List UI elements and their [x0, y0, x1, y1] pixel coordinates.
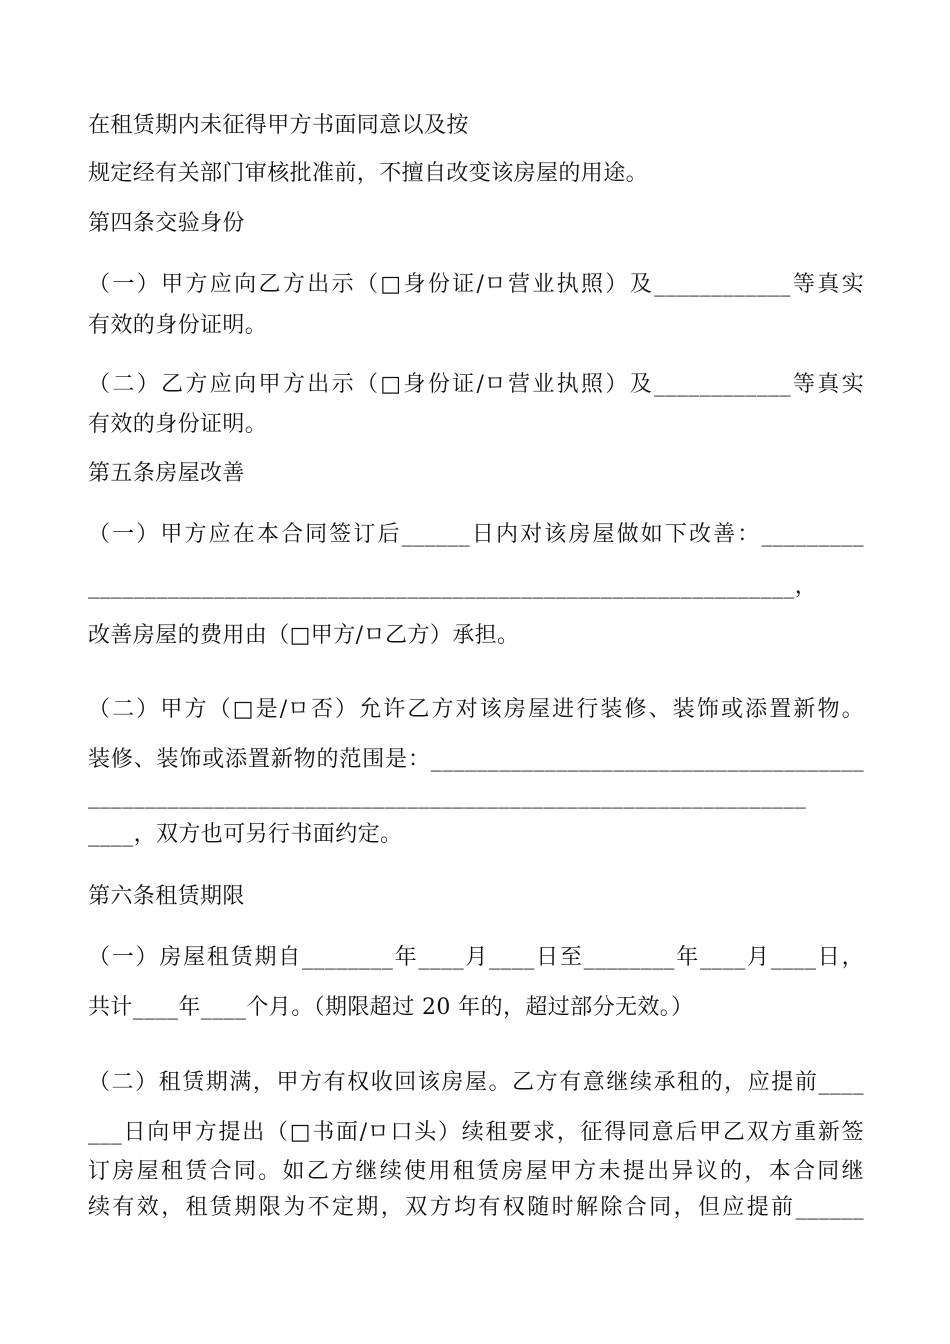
text-line-4: （一）甲方应向乙方出示（□身份证/ㅁ营业执照）及____________等真实 [88, 272, 864, 297]
text-line-5: 有效的身份证明。 [88, 313, 268, 338]
text-line-22: 续有效，租赁期限为不定期，双方均有权随时解除合同，但应提前______ [88, 1195, 864, 1220]
article-6-heading: 第六条租赁期限 [88, 884, 245, 909]
text-line-6: （二）乙方应向甲方出示（□身份证/ㅁ营业执照）及____________等真实 [88, 372, 864, 397]
text-line-10: ______________________________________________________________， [88, 574, 818, 599]
text-line-2: 规定经有关部门审核批准前，不擅自改变该房屋的用途。 [88, 161, 649, 186]
text-line-21: 订房屋租赁合同。如乙方继续使用租赁房屋甲方未提出异议的，本合同继 [88, 1159, 864, 1184]
text-line-13: 装修、装饰或添置新物的范围是：______________________________________ [88, 747, 864, 772]
article-4-heading: 第四条交验身份 [88, 211, 245, 236]
text-line-20: ___日向甲方提出（□书面/ㅁ口头）续租要求，征得同意后甲乙双方重新签 [88, 1120, 864, 1145]
text-line-1: 在租赁期内未征得甲方书面同意以及按 [88, 113, 469, 138]
text-line-15: ____，双方也可另行书面约定。 [88, 822, 403, 847]
text-line-9: （一）甲方应在本合同签订后______日内对该房屋做如下改善：_________ [88, 522, 864, 547]
text-line-19: （二）租赁期满，甲方有权收回该房屋。乙方有意继续承租的，应提前____ [88, 1070, 864, 1095]
text-line-12: （二）甲方（□是/ㅁ否）允许乙方对该房屋进行装修、装饰或添置新物。 [88, 697, 864, 722]
article-5-heading: 第五条房屋改善 [88, 461, 245, 486]
text-line-11: 改善房屋的费用由（□甲方/ㅁ乙方）承担。 [88, 623, 520, 648]
text-line-7: 有效的身份证明。 [88, 412, 268, 437]
text-line-14: _______________________________________________________________ [88, 784, 807, 809]
text-line-17: （一）房屋租赁期自________年____月____日至________年____月____日， [88, 945, 864, 970]
text-line-18: 共计____年____个月。（期限超过 20 年的，超过部分无效。） [88, 995, 694, 1020]
